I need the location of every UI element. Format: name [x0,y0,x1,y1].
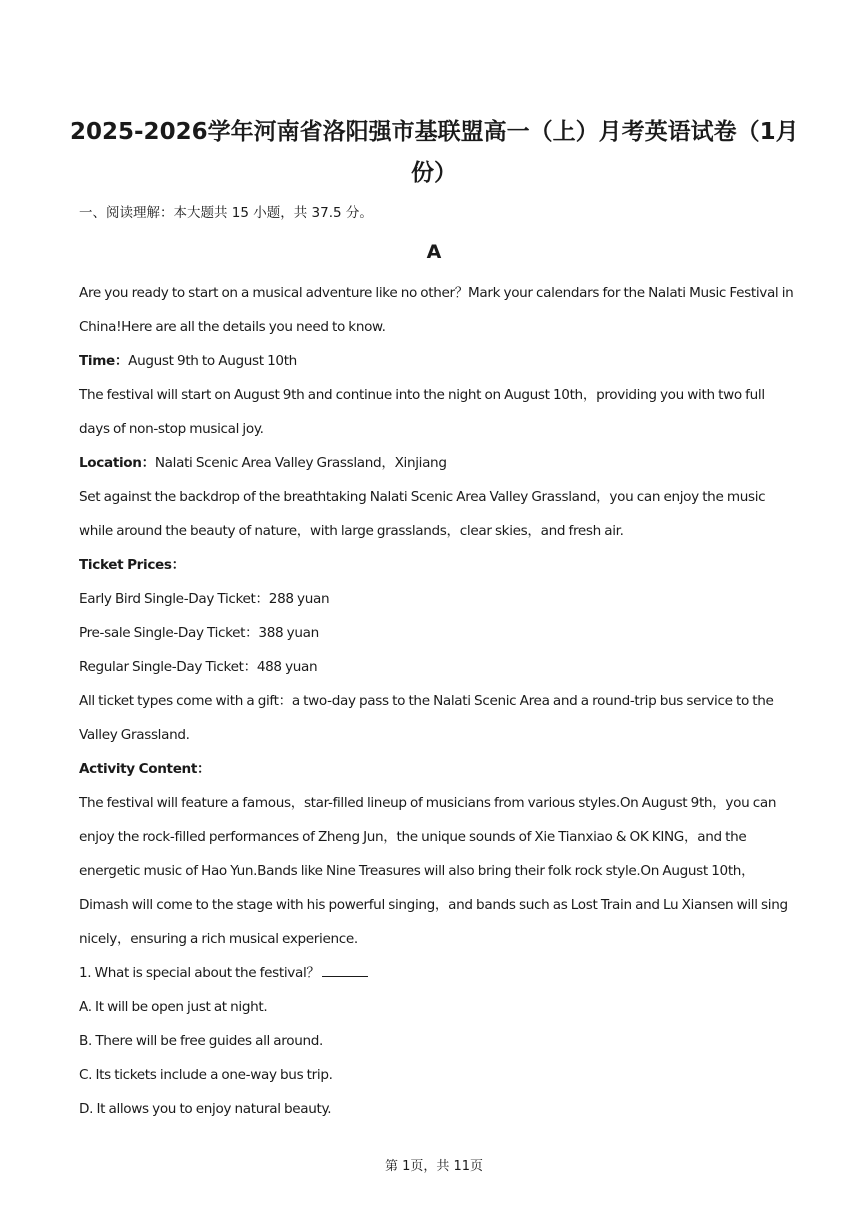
page-footer: 第 1页，共 11页 [384,1159,484,1174]
time-label: Time： [79,353,129,369]
time-line [79,344,795,378]
ticket-gift-description: All ticket types come with a gift：a two-day pass to the Nalati Scenic Area and a round-trip bus service to the Valley Grassland. [79,693,774,743]
question-1-option-a: A. It will be open just at night. [79,999,268,1015]
exam-title-line-2: 份） [411,160,457,186]
exam-title-line-1: 2025-2026学年河南省洛阳强市基联盟高一（上）月考英语试卷（1月 [70,119,799,145]
exam-title [70,112,798,194]
answer-blank [322,962,368,977]
question-1-option-c: C. Its tickets include a one-way bus trip. [79,1067,333,1083]
question-1-option-d: D. It allows you to enjoy natural beauty. [79,1101,332,1117]
question-1-option-b: B. There will be free guides all around. [79,1033,323,1049]
question-1-text: 1. What is special about the festival？ [79,965,320,981]
passage-intro: Are you ready to start on a musical adventure like no other？Mark your calendars for the Nalati Music Festival in China!Here are all the details you need to know. [79,285,794,335]
activity-content-label: Activity Content： [79,761,211,777]
ticket-item-regular: Regular Single-Day Ticket：488 yuan [79,659,318,675]
ticket-item-pre-sale: Pre-sale Single-Day Ticket：388 yuan [79,625,319,641]
section-heading: 一、阅读理解：本大题共 15 小题，共 37.5 分。 [79,205,373,221]
question-1-stem [79,956,795,990]
location-line [79,446,795,480]
ticket-item-early-bird: Early Bird Single-Day Ticket：288 yuan [79,591,330,607]
location-value: Nalati Scenic Area Valley Grassland，Xinjiang [154,455,447,471]
time-value: August 9th to August 10th [128,353,297,369]
time-description: The festival will start on August 9th and continue into the night on August 10th，providing you with two full days of non-stop musical joy. [79,387,765,437]
passage-body [79,276,795,1126]
location-description: Set against the backdrop of the breathtaking Nalati Scenic Area Valley Grassland，you can enjoy the music while around the beauty of nature，with large grasslands，clear skies，and fresh air. [79,489,766,539]
passage-label: A [426,241,442,263]
location-label: Location： [79,455,155,471]
activity-description: The festival will feature a famous，star-filled lineup of musicians from various styles.On August 9th，you can enjoy the rock-filled performances of Zheng Jun，the unique sounds of Xie Tianxiao & OK KING，and the energetic music of Hao Yun.Bands like Nine Treasures will also bring their folk rock style.On August 10th，Dimash will come to the stage with his powerful singing，and bands such as Lost Train and Lu Xiansen will sing nicely，ensuring a rich musical experience. [79,795,788,947]
ticket-prices-label: Ticket Prices： [79,557,185,573]
